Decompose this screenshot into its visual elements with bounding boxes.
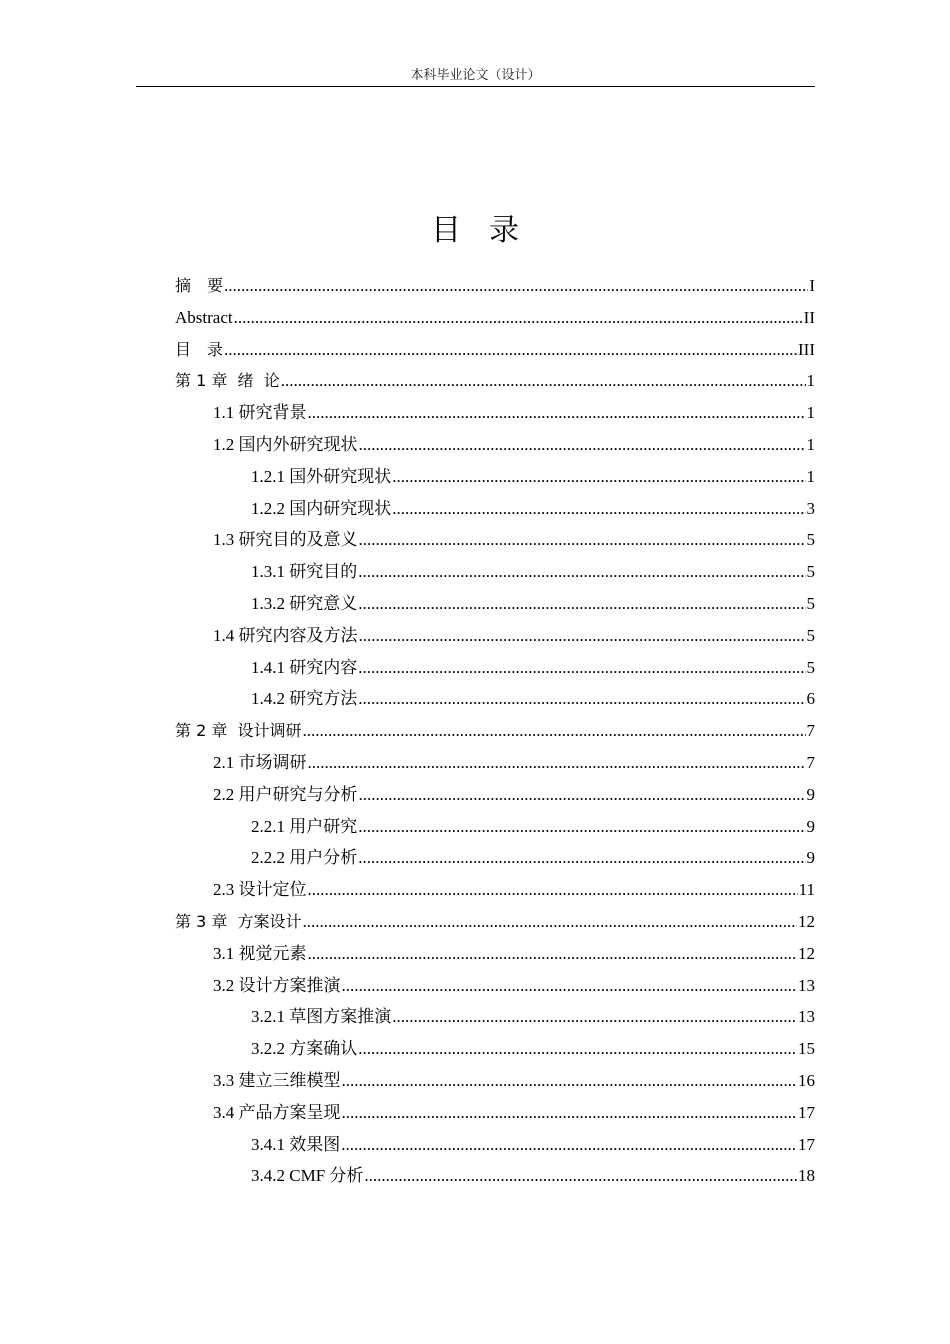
toc-entry[interactable] (175, 906, 815, 938)
toc-entry[interactable] (175, 811, 815, 843)
toc-entry-page: 1 (806, 466, 815, 486)
dot-leader (303, 906, 797, 938)
toc-entry-page: II (803, 307, 815, 327)
toc-entry-label: 1.2 国内外研究现状 (213, 434, 358, 454)
dot-leader (308, 747, 806, 779)
toc-entry-label: 目 录 (175, 339, 224, 359)
dot-leader (359, 429, 806, 461)
toc-entry[interactable] (175, 1129, 815, 1161)
dot-leader (224, 334, 797, 366)
dot-leader (308, 938, 798, 970)
toc-entry[interactable] (175, 302, 815, 334)
toc-entry-page: 6 (806, 689, 815, 709)
dot-leader (358, 683, 805, 715)
toc-entry-page: 3 (806, 498, 815, 518)
dot-leader (358, 588, 805, 620)
toc-entry[interactable] (175, 652, 815, 684)
dot-leader (342, 1097, 798, 1129)
dot-leader (342, 970, 798, 1002)
toc-entry[interactable] (175, 938, 815, 970)
toc-entry-label: 3.1 视觉元素 (213, 943, 307, 963)
toc-entry-page: 17 (798, 1134, 815, 1154)
toc-entry-label: 1.4.2 研究方法 (251, 689, 358, 709)
dot-leader (364, 1160, 797, 1192)
toc-entry[interactable] (175, 683, 815, 715)
toc-entry-page: 1 (806, 371, 815, 391)
dot-leader (359, 620, 806, 652)
toc-entry-page: 18 (798, 1166, 815, 1186)
toc-entry-label: 3.4.2 CMF 分析 (251, 1166, 364, 1186)
toc-entry-label: 1.2.1 国外研究现状 (251, 466, 392, 486)
toc-entry-label: 1.1 研究背景 (213, 403, 307, 423)
toc-entry-page: III (798, 339, 815, 359)
dot-leader (342, 1065, 798, 1097)
toc-entry-label: 2.2.1 用户研究 (251, 816, 358, 836)
toc-entry-page: 11 (798, 880, 815, 900)
dot-leader (224, 270, 808, 302)
toc-entry-label: Abstract (175, 307, 233, 327)
toc-entry[interactable] (175, 715, 815, 747)
toc-entry-label: 摘 要 (175, 276, 224, 295)
toc-entry[interactable] (175, 493, 815, 525)
dot-leader (308, 397, 806, 429)
toc-entry[interactable] (175, 1097, 815, 1129)
toc-entry-label: 1.3.2 研究意义 (251, 593, 358, 613)
dot-leader (341, 1129, 797, 1161)
dot-leader (392, 493, 805, 525)
toc-entry-label: 2.2 用户研究与分析 (213, 784, 358, 804)
toc-entry[interactable] (175, 397, 815, 429)
dot-leader (303, 715, 806, 747)
toc-entry[interactable] (175, 747, 815, 779)
toc-entry-label: 2.3 设计定位 (213, 880, 307, 900)
toc-entry-page: 13 (798, 1007, 815, 1027)
dot-leader (358, 652, 805, 684)
dot-leader (234, 302, 803, 334)
dot-leader (392, 461, 805, 493)
dot-leader (358, 1033, 797, 1065)
toc-entry-page: 5 (806, 530, 815, 550)
dot-leader (308, 874, 798, 906)
toc-entry-page: 12 (798, 911, 815, 931)
toc-entry[interactable] (175, 1033, 815, 1065)
toc-entry[interactable] (175, 779, 815, 811)
toc-entry[interactable] (175, 334, 815, 366)
toc-entry-page: 16 (798, 1070, 815, 1090)
toc-entry-page: 13 (798, 975, 815, 995)
toc-entry[interactable] (175, 1065, 815, 1097)
toc-entry-page: 12 (798, 943, 815, 963)
dot-leader (358, 842, 805, 874)
toc-entry-label: 1.4.1 研究内容 (251, 657, 358, 677)
toc-entry-page: I (809, 276, 815, 295)
toc-entry-label: 3.2.2 方案确认 (251, 1039, 358, 1059)
toc-entry[interactable] (175, 461, 815, 493)
dot-leader (281, 365, 806, 397)
toc-entry-page: 5 (806, 625, 815, 645)
toc-entry[interactable] (175, 1160, 815, 1192)
toc-entry[interactable] (175, 270, 815, 302)
toc-entry[interactable] (175, 429, 815, 461)
toc-entry-page: 7 (806, 752, 815, 772)
toc-entry[interactable] (175, 970, 815, 1002)
toc-entry-label: 1.3 研究目的及意义 (213, 530, 358, 550)
toc-entry-label: 3.3 建立三维模型 (213, 1070, 341, 1090)
toc-entry[interactable] (175, 556, 815, 588)
toc-entry-page: 9 (806, 784, 815, 804)
running-header: 本科毕业论文（设计） (136, 64, 815, 87)
dot-leader (359, 779, 806, 811)
toc-entry-label: 3.4 产品方案呈现 (213, 1102, 341, 1122)
toc-entry[interactable] (175, 620, 815, 652)
toc-entry-label: 1.3.1 研究目的 (251, 562, 358, 582)
toc-entry-label: 第 3 章 方案设计 (175, 911, 302, 931)
dot-leader (392, 1001, 797, 1033)
toc-entry-page: 5 (806, 593, 815, 613)
toc-entry-page: 7 (806, 721, 815, 741)
toc-entry-label: 3.2 设计方案推演 (213, 975, 341, 995)
toc-entry[interactable] (175, 365, 815, 397)
toc-entry-page: 1 (806, 434, 815, 454)
toc-entry-page: 5 (806, 657, 815, 677)
dot-leader (359, 524, 806, 556)
page-title: 目录 (431, 214, 547, 247)
toc-entry-page: 15 (798, 1039, 815, 1059)
dot-leader (358, 811, 805, 843)
table-of-contents (175, 270, 815, 1192)
toc-entry[interactable] (175, 1001, 815, 1033)
toc-entry-label: 1.2.2 国内研究现状 (251, 498, 392, 518)
toc-entry-page: 9 (806, 816, 815, 836)
toc-entry[interactable] (175, 588, 815, 620)
toc-entry-label: 第 1 章 绪 论 (175, 371, 280, 391)
toc-entry-label: 1.4 研究内容及方法 (213, 625, 358, 645)
toc-entry-label: 3.4.1 效果图 (251, 1134, 341, 1154)
toc-entry-page: 5 (806, 562, 815, 582)
toc-entry-page: 9 (806, 848, 815, 868)
toc-entry-label: 3.2.1 草图方案推演 (251, 1007, 392, 1027)
toc-entry-page: 17 (798, 1102, 815, 1122)
toc-entry[interactable] (175, 524, 815, 556)
toc-entry-label: 第 2 章 设计调研 (175, 721, 302, 741)
toc-entry-label: 2.2.2 用户分析 (251, 848, 358, 868)
toc-entry-label: 2.1 市场调研 (213, 752, 307, 772)
dot-leader (358, 556, 805, 588)
toc-entry[interactable] (175, 874, 815, 906)
toc-entry-page: 1 (806, 403, 815, 423)
toc-entry[interactable] (175, 842, 815, 874)
